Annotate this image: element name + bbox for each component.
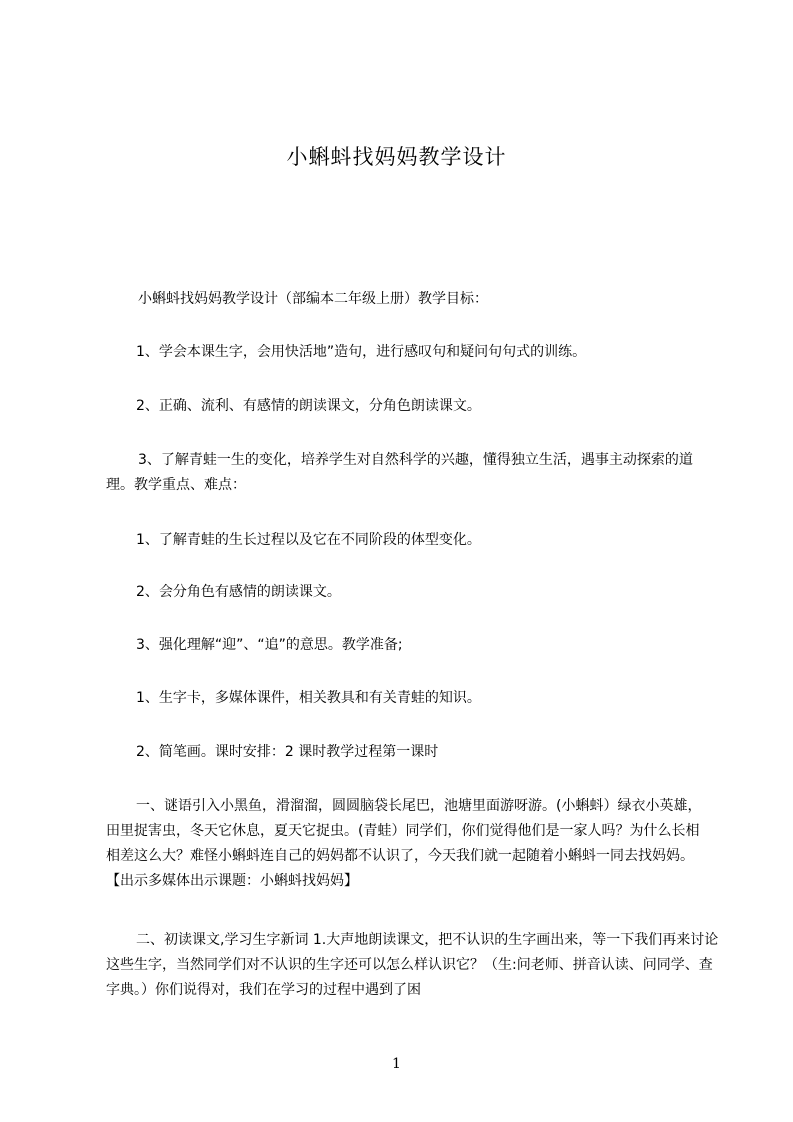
- paragraph-section-2: 二、初读课文,学习生字新词 1.大声地朗读课文，把不认识的生字画出来，等一下我们再来讨论这些生字，当然同学们对不认识的生字还可以怎么样认识它？（生:问老师、拼音认读、问同学、查字典。）你们说得对，我们在学习的过程中遇到了困: [106, 932, 719, 998]
- paragraph-goal-1: 1、学会本课生字，会用快活地”造句，进行感叹句和疑问句句式的训练。: [136, 344, 587, 360]
- paragraph-key-point-2: 2、会分角色有感情的朗读课文。: [136, 584, 341, 600]
- paragraph-goal-3: 3、了解青蛙一生的变化，培养学生对自然科学的兴趣，懂得独立生活，遇事主动探索的道理。教学重点、难点：: [106, 452, 693, 493]
- paragraph-preparation-2: 2、简笔画。课时安排：2 课时教学过程第一课时: [136, 744, 439, 760]
- paragraph-key-point-1: 1、了解青蛙的生长过程以及它在不同阶段的体型变化。: [136, 532, 481, 548]
- page-number: 1: [392, 1056, 401, 1072]
- paragraph-preparation-1: 1、生字卡，多媒体课件，相关教具和有关青蛙的知识。: [136, 690, 481, 706]
- paragraph-key-point-3: 3、强化理解“迎”、“追”的意思。教学准备;: [136, 637, 403, 653]
- paragraph-goal-2: 2、正确、流利、有感情的朗读课文，分角色朗读课文。: [136, 398, 481, 414]
- paragraph-intro: 小蝌蚪找妈妈教学设计（部编本二年级上册）教学目标：: [138, 291, 488, 307]
- paragraph-section-1: 一、谜语引入小黑鱼，滑溜溜，圆圆脑袋长尾巴，池塘里面游呀游。(小蝌蚪）绿衣小英雄，田里捉害虫，冬天它休息，夏天它捉虫。(青蛙）同学们，你们觉得他们是一家人吗？为什么长相相差这么大？难怪小蝌蚪连自己的妈妈都不认识了，今天我们就一起随着小蝌蚪一同去找妈妈。【出示多媒体出示课题：小蝌蚪找妈妈】: [106, 798, 702, 889]
- document-title: 小蝌蚪找妈妈教学设计: [286, 145, 507, 169]
